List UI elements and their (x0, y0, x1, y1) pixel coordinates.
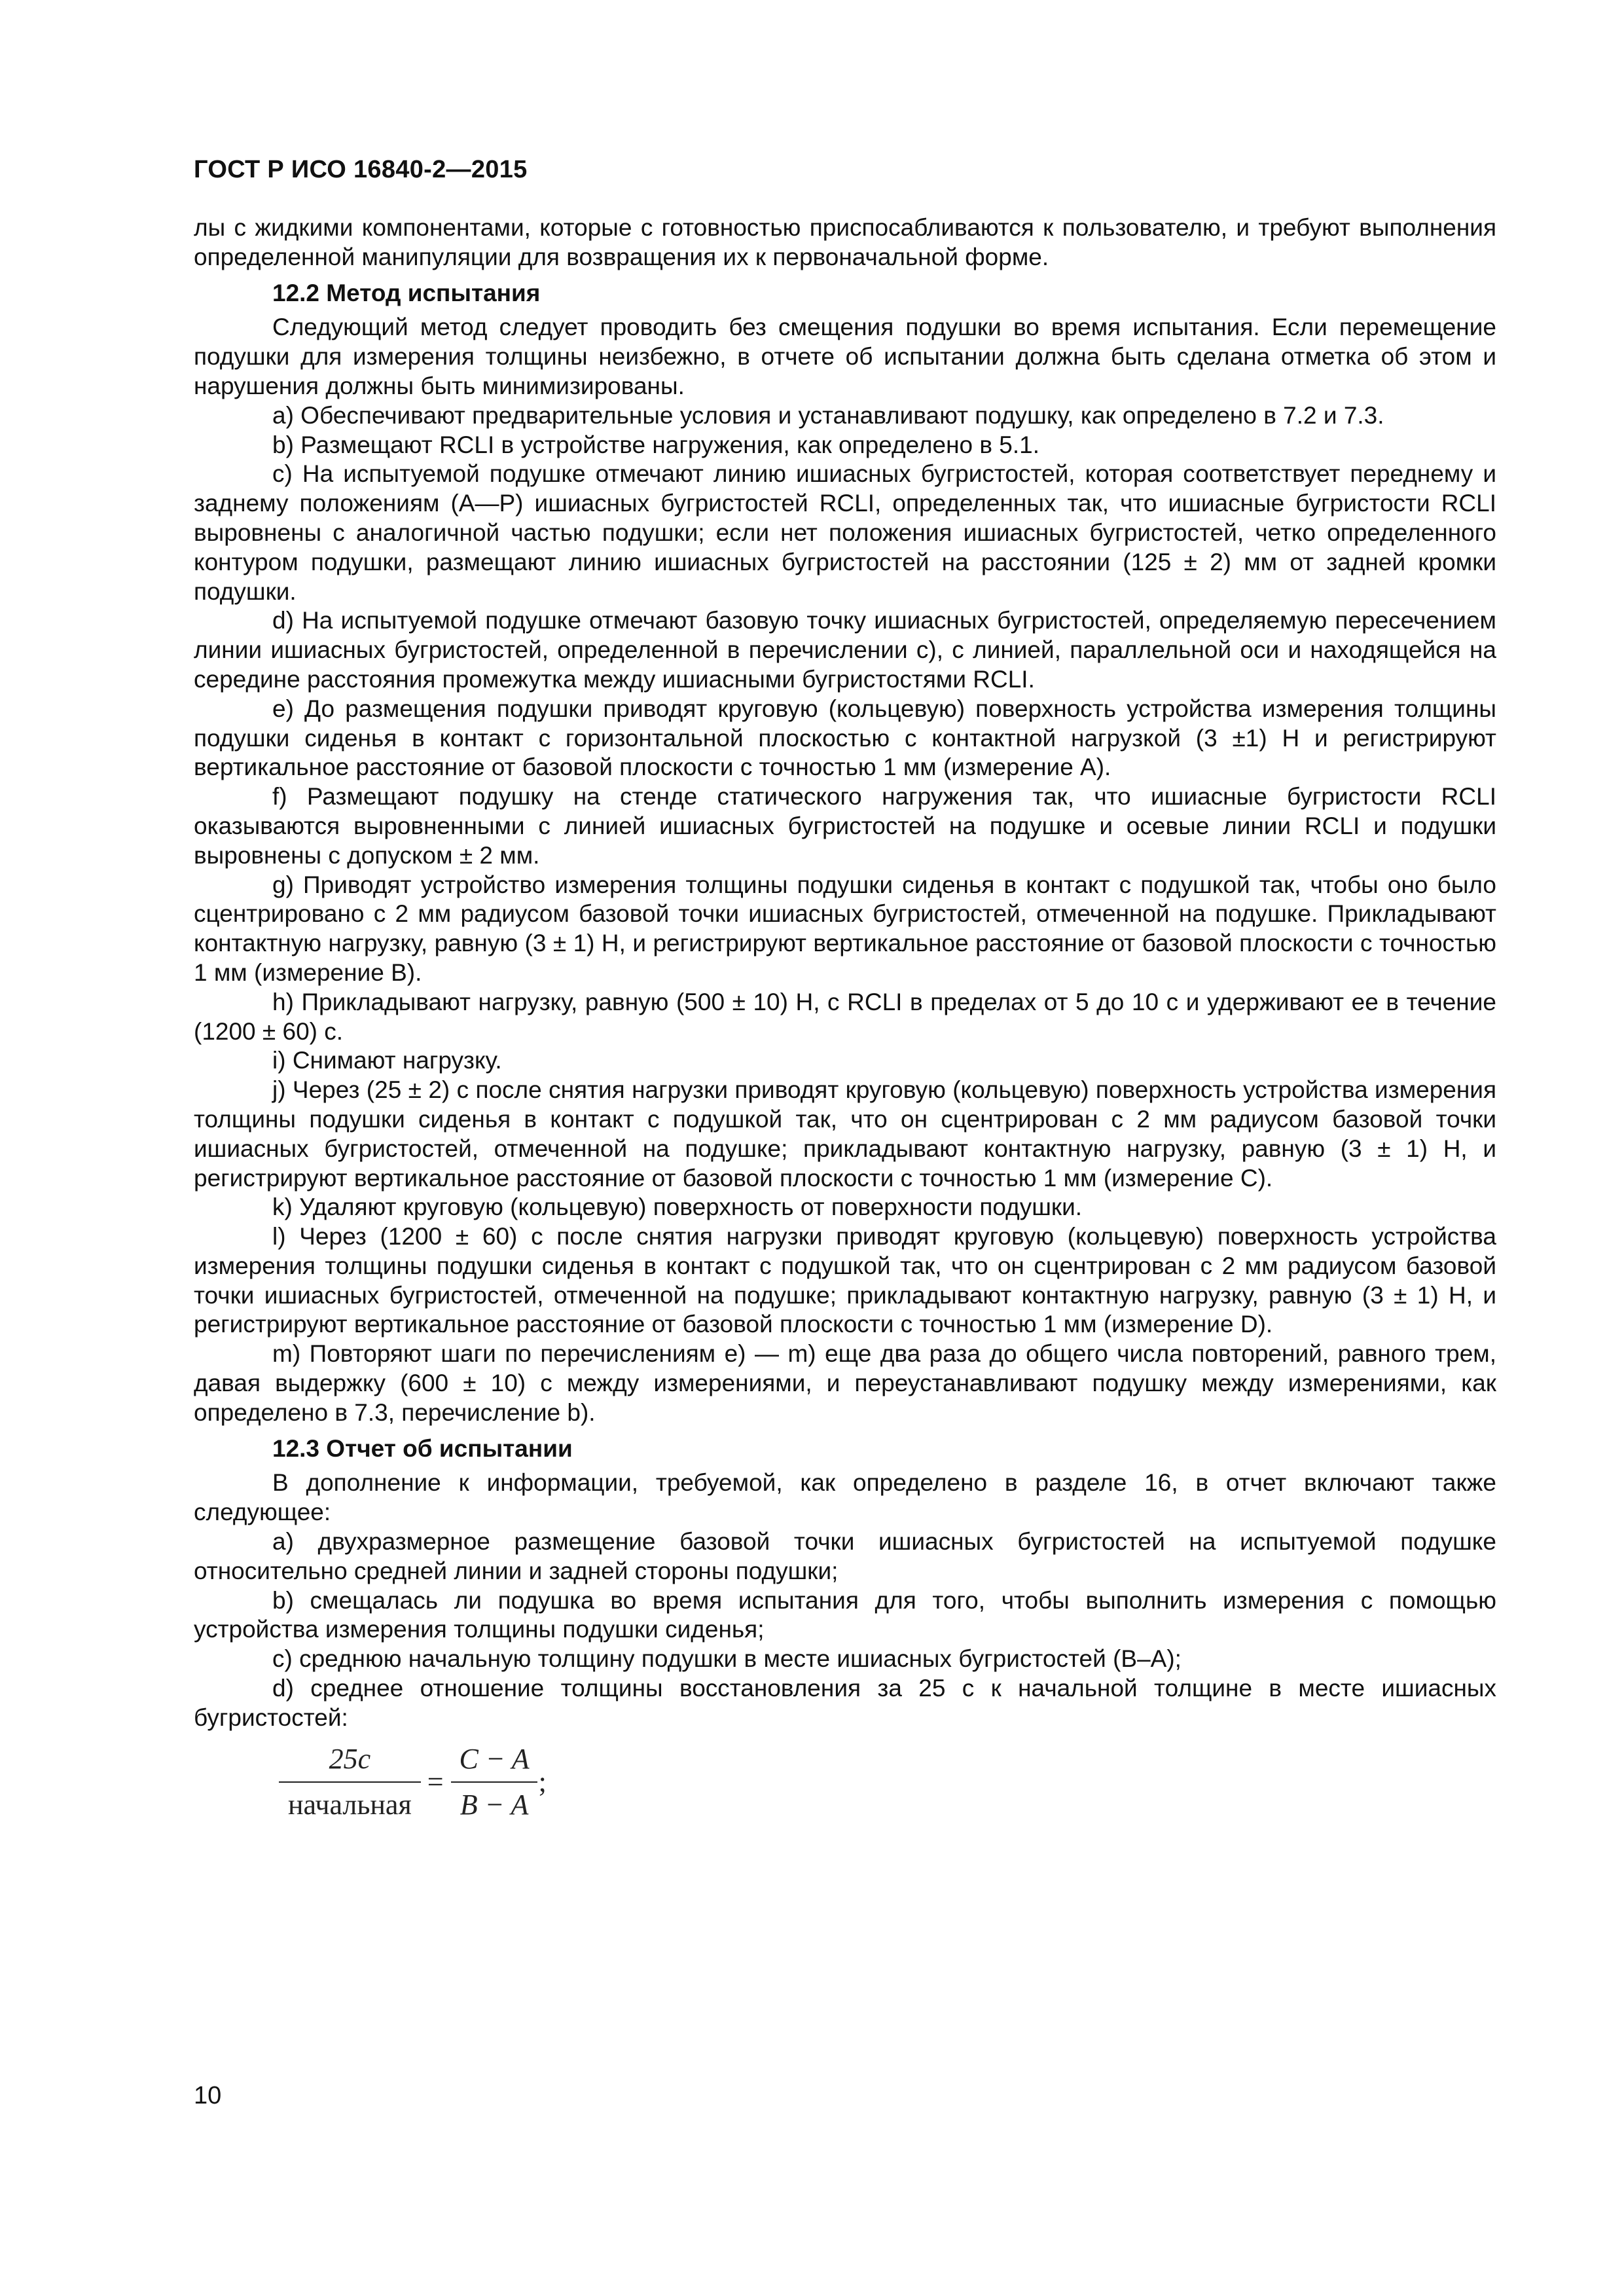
section-12-2-intro: Следующий метод следует проводить без смещения подушки во время испытания. Если перемещение подушки для измерения толщины неизбежно, в отчете об испытании должна быть сделана отметка об этом и нарушения должны быть минимизированы. (194, 314, 1496, 399)
step-e: e) До размещения подушки приводят круговую (кольцевую) поверхность устройства измерения толщины подушки сиденья в контакт с горизонтальной плоскостью с контактной нагрузкой (3 ±1) Н и регистрируют вертикальное расстояние от базовой плоскости с точностью 1 мм (измерение A). (194, 695, 1496, 781)
formula-rhs-fraction (450, 1741, 539, 1823)
formula-rhs-numerator: C − A (459, 1742, 530, 1775)
step-f: f) Размещают подушку на стенде статического нагружения так, что ишиасные бугристости RCLI оказываются выровненными с линией ишиасных бугристостей на подушке и осевые линии RCLI и подушки выровнены с допуском ± 2 мм. (194, 783, 1496, 869)
step-i: i) Снимают нагрузку. (272, 1047, 502, 1074)
document-page (194, 155, 1496, 1823)
step-a: a) Обеспечивают предварительные условия и устанавливают подушку, как определено в 7.2 и 7.3. (272, 401, 1384, 429)
formula-terminator: ; (538, 1766, 547, 1798)
step-c: c) На испытуемой подушке отмечают линию ишиасных бугристостей, которая соответствует переднему и заднему положениям (A—P) ишиасных бугристостей RCLI, определенных так, что ишиасные бугристости RCLI выровнены с аналогичной частью подушки; если нет положения ишиасных бугристостей, четко определенного контуром подушки, размещают линию ишиасных бугристостей на расстоянии (125 ± 2) мм от задней кромки подушки. (194, 460, 1496, 605)
paragraph-intro: лы с жидкими компонентами, которые с готовностью приспосабливаются к пользователю, и требуют выполнения определенной манипуляции для возвращения их к первоначальной форме. (194, 214, 1496, 270)
report-item-b: b) смещалась ли подушка во время испытания для того, чтобы выполнить измерения с помощью устройства измерения толщины подушки сиденья; (194, 1586, 1496, 1643)
section-12-3-intro: В дополнение к информации, требуемой, как определено в разделе 16, в отчет включают также следующее: (194, 1469, 1496, 1526)
step-l: l) Через (1200 ± 60) с после снятия нагрузки приводят круговую (кольцевую) поверхность устройства измерения толщины подушки сиденья в контакт с подушкой так, что он сцентрирован с 2 мм радиусом базовой точки ишиасных бугристостей, отмеченной на подушке; прикладывают контактную нагрузку, равную (3 ± 1) Н, и регистрируют вертикальное расстояние от базовой плоскости с точностью 1 мм (измерение D). (194, 1223, 1496, 1338)
formula-lhs-numerator: 25с (329, 1742, 371, 1775)
section-12-2-title: 12.2 Метод испытания (272, 279, 541, 306)
report-item-d: d) среднее отношение толщины восстановления за 25 с к начальной толщине в месте ишиасных бугристостей: (194, 1675, 1496, 1731)
step-d: d) На испытуемой подушке отмечают базовую точку ишиасных бугристостей, определяемую пересечением линии ишиасных бугристостей, определенной в перечислении c), с линией, параллельной оси и находящейся на середине расстояния промежутка между ишиасными бугристостями RCLI. (194, 607, 1496, 693)
step-k: k) Удаляют круговую (кольцевую) поверхность от поверхности подушки. (272, 1194, 1083, 1221)
formula-lhs-fraction (279, 1741, 421, 1823)
report-item-a: a) двухразмерное размещение базовой точки ишиасных бугристостей на испытуемой подушке относительно средней линии и задней стороны подушки; (194, 1528, 1496, 1584)
formula-equals: = (427, 1766, 444, 1798)
step-h: h) Прикладывают нагрузку, равную (500 ± 10) Н, с RCLI в пределах от 5 до 10 с и удерживают ее в течение (1200 ± 60) с. (194, 988, 1496, 1045)
document-header: ГОСТ Р ИСО 16840-2—2015 (194, 156, 528, 183)
report-item-c: c) среднюю начальную толщину подушки в месте ишиасных бугристостей (B–A); (272, 1645, 1182, 1673)
step-j: j) Через (25 ± 2) с после снятия нагрузки приводят круговую (кольцевую) поверхность устройства измерения толщины подушки сиденья в контакт с подушкой так, что он сцентрирован с 2 мм радиусом базовой точки ишиасных бугристостей, отмеченной на подушке; прикладывают контактную нагрузку, равную (3 ± 1) Н, и регистрируют вертикальное расстояние от базовой плоскости с точностью 1 мм (измерение C). (194, 1076, 1496, 1192)
step-m: m) Повторяют шаги по перечислениям e) — m) еще два раза до общего числа повторений, равного трем, давая выдержку (600 ± 10) с между измерениями, и переустанавливают подушку между измерениями, как определено в 7.3, перечисление b). (194, 1340, 1496, 1426)
step-g: g) Приводят устройство измерения толщины подушки сиденья в контакт с подушкой так, чтобы оно было сцентрировано с 2 мм радиусом базовой точки ишиасных бугристостей, отмеченной на подушке. Прикладывают контактную нагрузку, равную (3 ± 1) Н, и регистрируют вертикальное расстояние от базовой плоскости с точностью 1 мм (измерение B). (194, 871, 1496, 986)
formula-rhs-denominator: B − A (451, 1781, 538, 1823)
section-12-3-title: 12.3 Отчет об испытании (272, 1434, 573, 1462)
step-b: b) Размещают RCLI в устройстве нагружения, как определено в 5.1. (272, 431, 1040, 458)
page-number: 10 (194, 2082, 222, 2109)
formula-lhs-denominator: начальная (279, 1781, 421, 1823)
recovery-ratio-formula (279, 1741, 1496, 1823)
